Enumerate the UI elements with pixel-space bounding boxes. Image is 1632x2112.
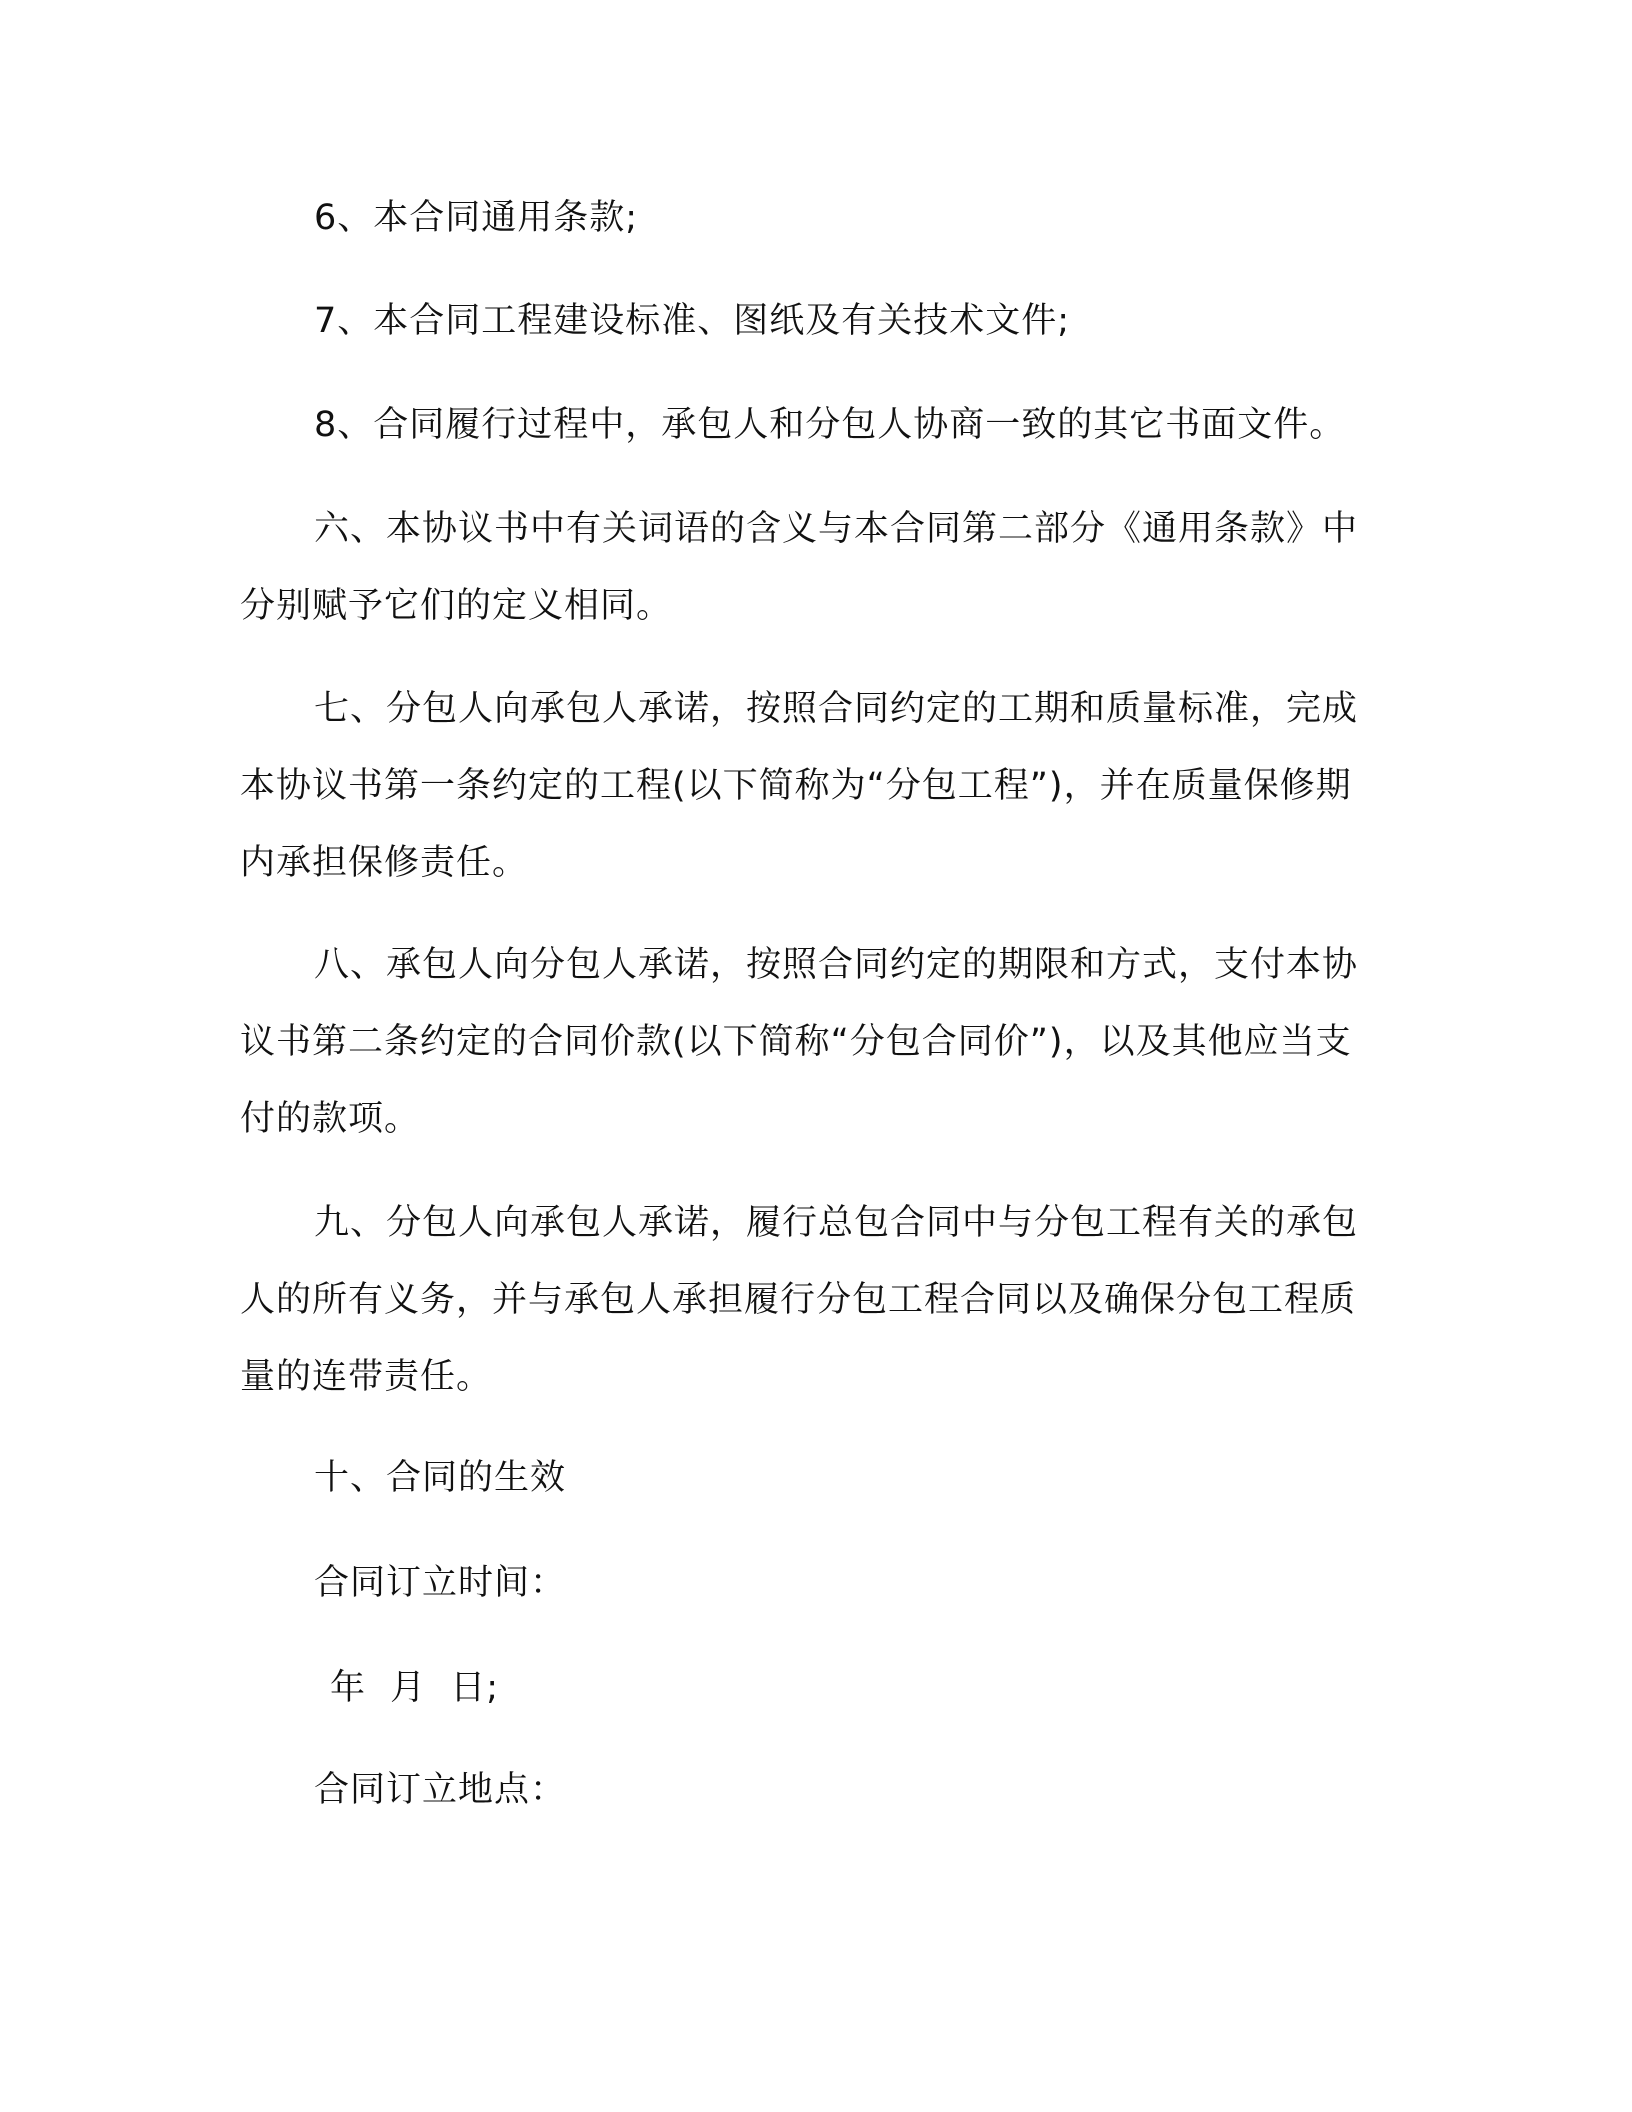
clause-eight: 八、承包人向分包人承诺，按照合同约定的期限和方式，支付本协议书第二条约定的合同价款(以下简称“分包合同价”)，以及其他应当支付的款项。 <box>240 945 1359 1139</box>
signing-time-label: 合同订立时间： <box>314 1563 567 1603</box>
clause-ten-heading: 十、合同的生效 <box>314 1458 567 1498</box>
signing-date-blank: 年 月 日; <box>330 1668 500 1708</box>
clause-seven: 七、分包人向承包人承诺，按照合同约定的工期和质量标准，完成本协议书第一条约定的工程(以下简称为“分包工程”)，并在质量保修期内承担保修责任。 <box>240 689 1359 883</box>
clause-item-7: 7、本合同工程建设标准、图纸及有关技术文件; <box>314 301 1071 341</box>
clause-six: 六、本协议书中有关词语的含义与本合同第二部分《通用条款》中分别赋予它们的定义相同。 <box>240 509 1359 626</box>
clause-item-6: 6、本合同通用条款; <box>314 198 639 238</box>
clause-item-8: 8、合同履行过程中，承包人和分包人协商一致的其它书面文件。 <box>314 405 1346 445</box>
signing-place-label: 合同订立地点： <box>314 1770 567 1810</box>
clause-nine: 九、分包人向承包人承诺，履行总包合同中与分包工程有关的承包人的所有义务，并与承包人承担履行分包工程合同以及确保分包工程质量的连带责任。 <box>240 1203 1359 1397</box>
